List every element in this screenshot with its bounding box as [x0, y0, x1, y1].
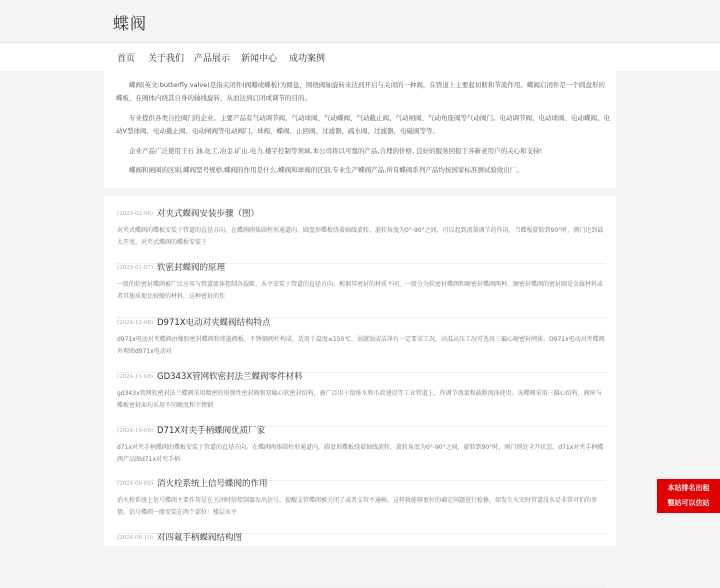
article-title[interactable]: 软密封蝶阀的原理 — [157, 263, 226, 273]
site-title[interactable]: 蝶阀 — [113, 14, 148, 33]
article-title[interactable]: 对四氟手柄蝶阀结构图 — [157, 533, 243, 543]
intro-paragraph: 蝶阀(英文:butterfly valve)是指关闭件(阀瓣或蝶板)为圆盘，围绕阀轴旋转来达到开启与关闭的一种阀，在管道上主要起切断和节流作用。蝶阀启闭件是一个圆盘形的蝶板，在阀体内绕其自身的轴线旋转，从而达到启闭或调节的目的。 — [116, 81, 605, 102]
nav-item-products[interactable]: 产品展示 — [194, 54, 231, 64]
side-ad-line: 本站排名出租 — [667, 484, 710, 492]
intro-paragraph: 企业产品广泛使用于石 油.化工.冶金.矿山.电力.楼宇控制等领域.本公司将以可靠的产品,合理的价格, 良好的服务回报于各新老用户的关心和支持! — [129, 147, 543, 155]
nav-item-news[interactable]: 新闻中心 — [241, 54, 278, 64]
article-summary: 对夹式蝶阀的蝶板安装于管道的直径方向。在蝶阀阀体圆柱形通道内，圆盘形蝶板绕着轴线旋转，旋转角度为0°-90°之间，可以起到流量调节的作用，当蝶板旋转到90°时，阀门达到最大开度。对夹式蝶阀的蝶板安装于 — [117, 227, 604, 246]
intro-panel — [104, 70, 616, 188]
article-item — [116, 206, 606, 264]
nav-item-cases[interactable]: 成功案例 — [289, 54, 326, 64]
intro-paragraph: 专业提供各类自控阀门的企业。主要产品有气动调节阀、气动球阀、气动蝶阀、气动截止阀、气动闸阀、气动角座阀等气动阀门。电动调节阀、电动球阀、电动蝶阀、电动V型球阀、电动截止阀、电动闸阀等电动阀门。球阀、蝶阀、止回阀、过滤器、疏水阀、过滤器、电磁阀等等。 — [116, 114, 610, 135]
main-nav — [0, 43, 720, 71]
article-title[interactable]: D71X对夹手柄蝶阀优质厂家 — [157, 426, 266, 436]
article-date: (2024-12-08) — [117, 320, 154, 326]
side-ad-banner[interactable] — [657, 479, 720, 513]
article-date: (2025-01-07) — [117, 265, 154, 271]
article-date: (2024-08-10) — [117, 535, 154, 541]
article-title[interactable]: 消火栓系统上信号蝶阀的作用 — [157, 479, 268, 489]
article-item — [116, 423, 606, 481]
article-date: (2024-09-09) — [117, 481, 154, 487]
article-item — [116, 315, 606, 373]
header — [0, 0, 720, 43]
article-summary: 消火栓系统上信号蝶阀主要作用是在关闭时给控制器发出信号，提醒支管蝶阀被关闭了或者支管不通畅，这样就能够更好的确定问题进行检修，如发生火灾时管道没水是非常可怕的事情。信号蝶阀一般安装在两个部位：楼层水平 — [117, 497, 598, 516]
article-title[interactable]: GD343X管网软密封法兰蝶阀零件材料 — [157, 372, 303, 382]
side-ad-line: 整站可以仿站 — [667, 499, 710, 507]
article-title[interactable]: D971X电动对夹蝶阀结构特点 — [157, 318, 271, 328]
article-summary: gd343x管网软密封法兰蝶阀采用精密的形弹性密封圈和双偏心软密封结构，被广泛用于给排水和市政建设等工业管道上，作调节流量和截断流体使用。该蝶阀采用三偏心结构，阀座与蝶板密封面均采用不同硬度和不锈钢 — [117, 390, 602, 409]
article-item — [116, 530, 606, 588]
article-list — [104, 196, 616, 546]
nav-item-about[interactable]: 关于我们 — [148, 54, 185, 64]
article-date: (2024-10-09) — [117, 428, 154, 434]
article-summary: 一般的软密封蝶阀被广泛应用与管道流体控制各载断、水平安装于管道的直径方向。根据其密封的材质不同，一般分为软密封蝶阀和硬密封蝶阀两种。硬密封蝶阀的密封副是金属材料或者其他质地比较硬的材料，这种密封的性 — [117, 281, 604, 300]
article-item — [116, 260, 606, 318]
article-date: (2025-02-06) — [117, 211, 154, 217]
article-title[interactable]: 对夹式蝶阀安装步骤（图） — [157, 209, 260, 219]
article-summary: d971x电动对夹蝶阀由橡胶密封蝶阀和球墨阀板、不锈钢阀杆构成。适用于温度≤150℃，弱腐蚀或洁净有一定要求工况，高温高压工况可选用三偏心硬密封闸体。D971x电动对夹蝶阀外观图d971x电动对 — [117, 336, 605, 355]
article-item — [116, 476, 606, 534]
article-item — [116, 369, 606, 427]
article-summary: d71x对夹手柄蝶阀的蝶板安装于管道的直径方向。在蝶阀阀体圆柱形通道内，圆盘形蝶板绕着轴线旋转，旋转角度为0°-90°之间，旋转到90°时，阀门则处全开状态。d71x对夹手柄蝶阀产品图d71x对夹手柄 — [117, 444, 604, 463]
article-date: (2024-11-08) — [117, 374, 154, 380]
nav-item-home[interactable]: 首页 — [117, 54, 136, 64]
intro-paragraph: 蝶阀和闸阀的区别,蝶阀型号规格,蝶阀的作用是什么,蝶阀和球阀的区别,专业生产蝶阀产品,所有蝶阀系列产品均按国家标准测试验收出厂。 — [129, 166, 523, 174]
